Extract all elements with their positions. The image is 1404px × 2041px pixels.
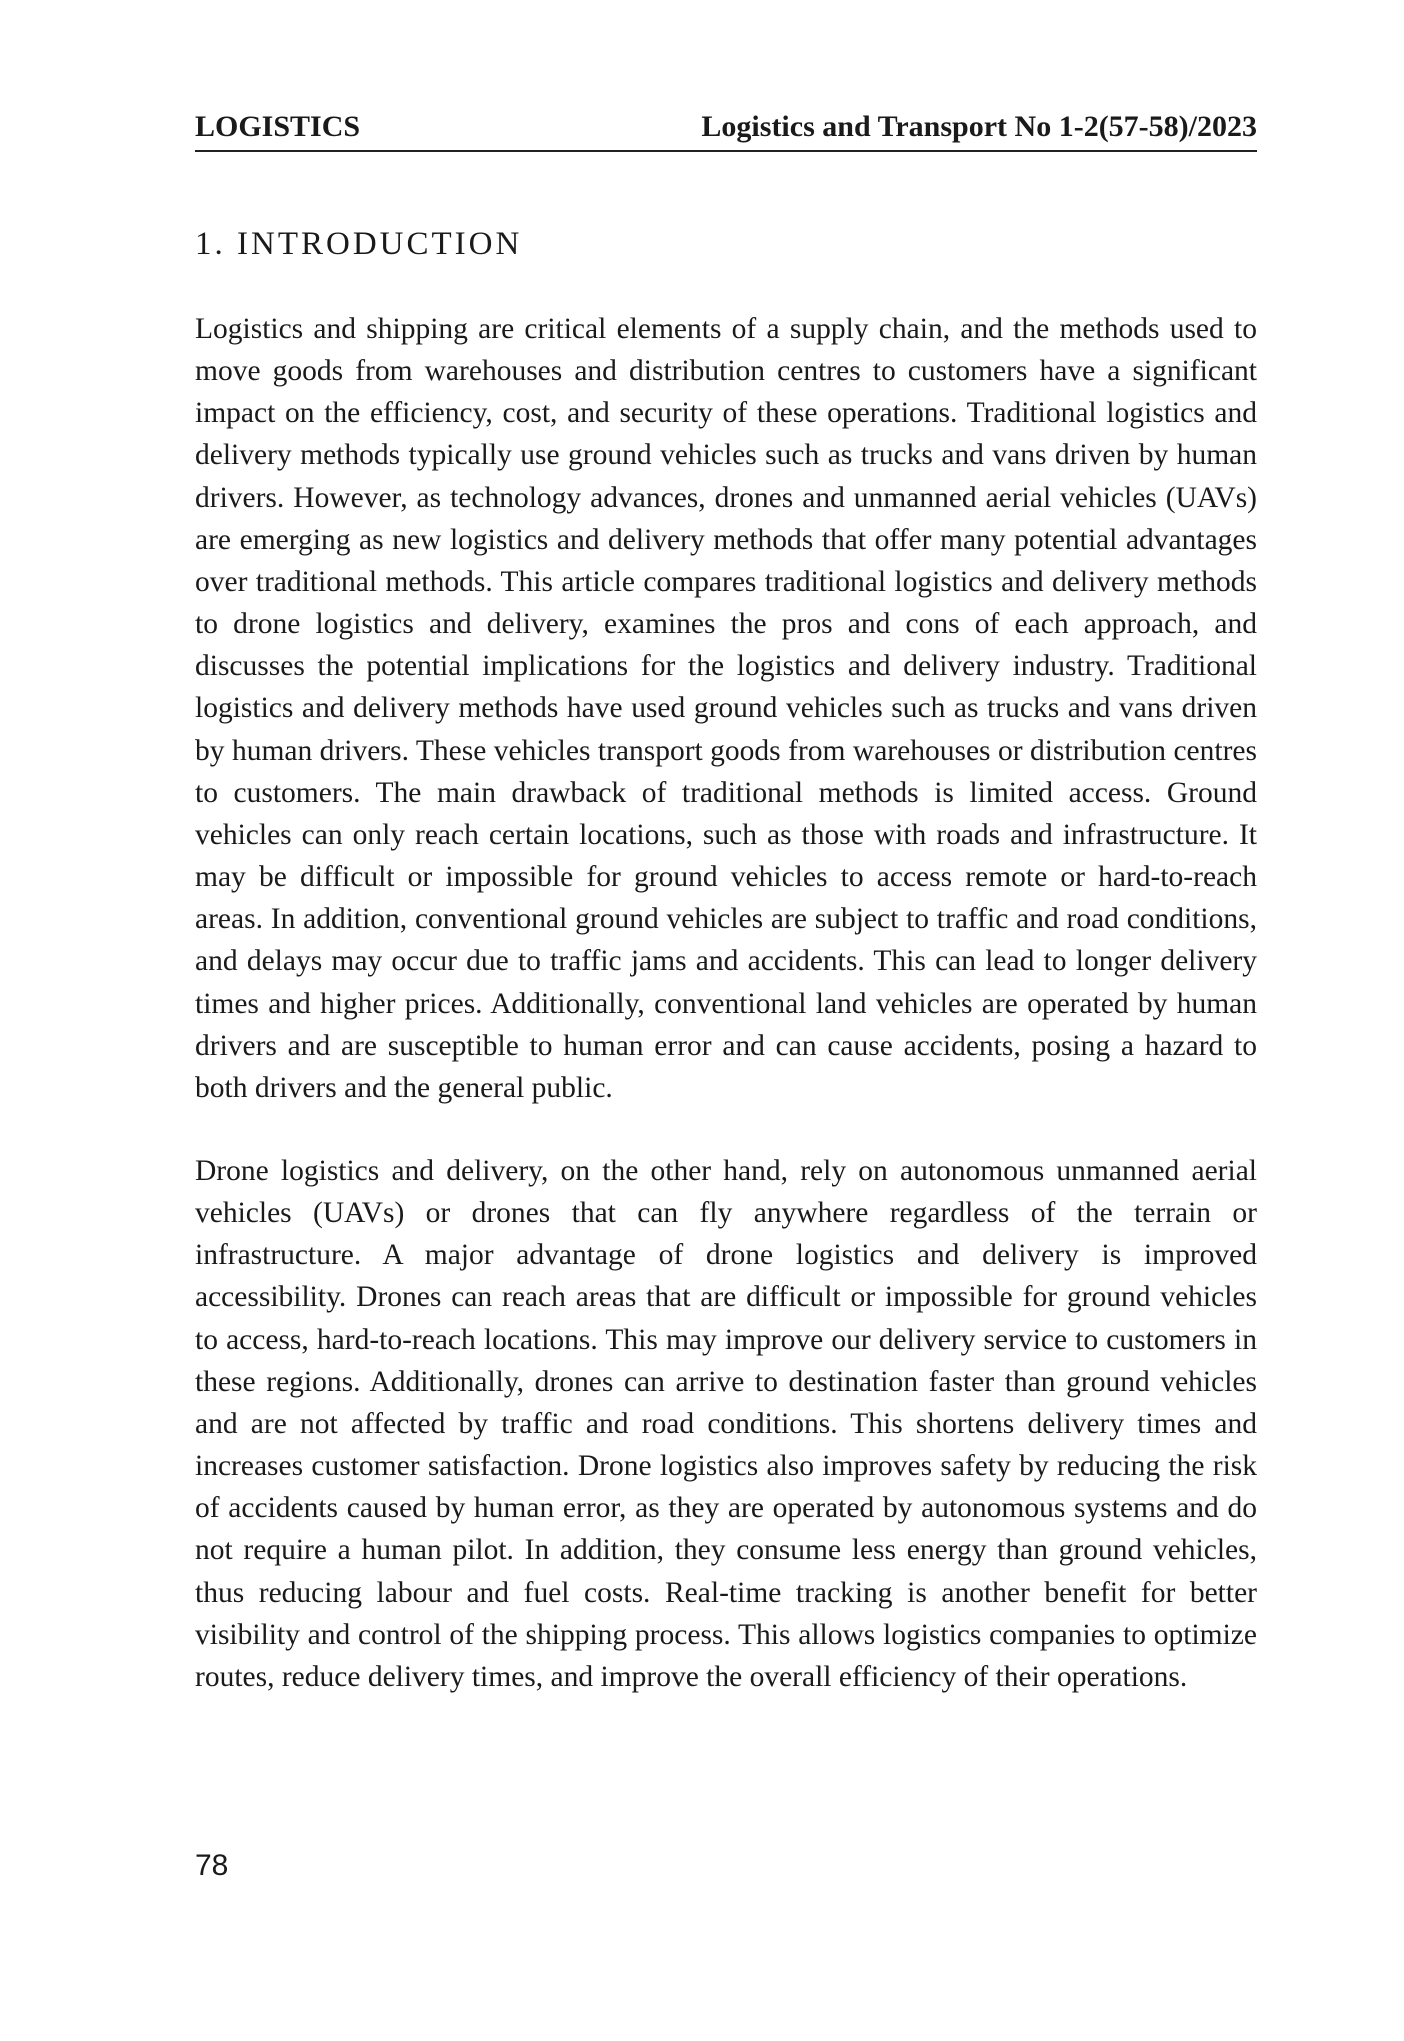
header-section-label: LOGISTICS	[195, 110, 361, 143]
running-header	[195, 100, 1257, 152]
page-number: 78	[195, 1849, 229, 1882]
body-paragraph: Drone logistics and delivery, on the other hand, rely on autonomous unmanned aerial vehicles (UAVs) or drones that can fly anywhere regardless of the terrain or infrastructure. A major advantage of drone logistics and delivery is improved accessibility. Drones can reach areas that are difficult or impossible for ground vehicles to access, hard-to-reach locations. This may improve our delivery service to customers in these regions. Additionally, drones can arrive to destination faster than ground vehicles and are not affected by traffic and road conditions. This shortens delivery times and increases customer satisfaction. Drone logistics also improves safety by reducing the risk of accidents caused by human error, as they are operated by autonomous systems and do not require a human pilot. In addition, they consume less energy than ground vehicles, thus reducing labour and fuel costs. Real-time tracking is another benefit for better visibility and control of the shipping process. This allows logistics companies to optimize routes, reduce delivery times, and improve the overall efficiency of their operations.	[195, 1155, 1257, 1693]
document-page	[195, 0, 1257, 2041]
body-paragraph: Logistics and shipping are critical elements of a supply chain, and the methods used to move goods from warehouses and distribution centres to customers have a significant impact on the efficiency, cost, and security of these operations. Traditional logistics and delivery methods typically use ground vehicles such as trucks and vans driven by human drivers. However, as technology advances, drones and unmanned aerial vehicles (UAVs) are emerging as new logistics and delivery methods that offer many potential advantages over traditional methods. This article compares traditional logistics and delivery methods to drone logistics and delivery, examines the pros and cons of each approach, and discusses the potential implications for the logistics and delivery industry. Traditional logistics and delivery methods have used ground vehicles such as trucks and vans driven by human drivers. These vehicles transport goods from warehouses or distribution centres to customers. The main drawback of traditional methods is limited access. Ground vehicles can only reach certain locations, such as those with roads and infrastructure. It may be difficult or impossible for ground vehicles to access remote or hard-to-reach areas. In addition, conventional ground vehicles are subject to traffic and road conditions, and delays may occur due to traffic jams and accidents. This can lead to longer delivery times and higher prices. Additionally, conventional land vehicles are operated by human drivers and are susceptible to human error and can cause accidents, posing a hazard to both drivers and the general public.	[195, 313, 1257, 1104]
header-journal-issue: Logistics and Transport No 1-2(57-58)/2023	[701, 110, 1257, 143]
section-heading: 1. INTRODUCTION	[195, 226, 523, 262]
